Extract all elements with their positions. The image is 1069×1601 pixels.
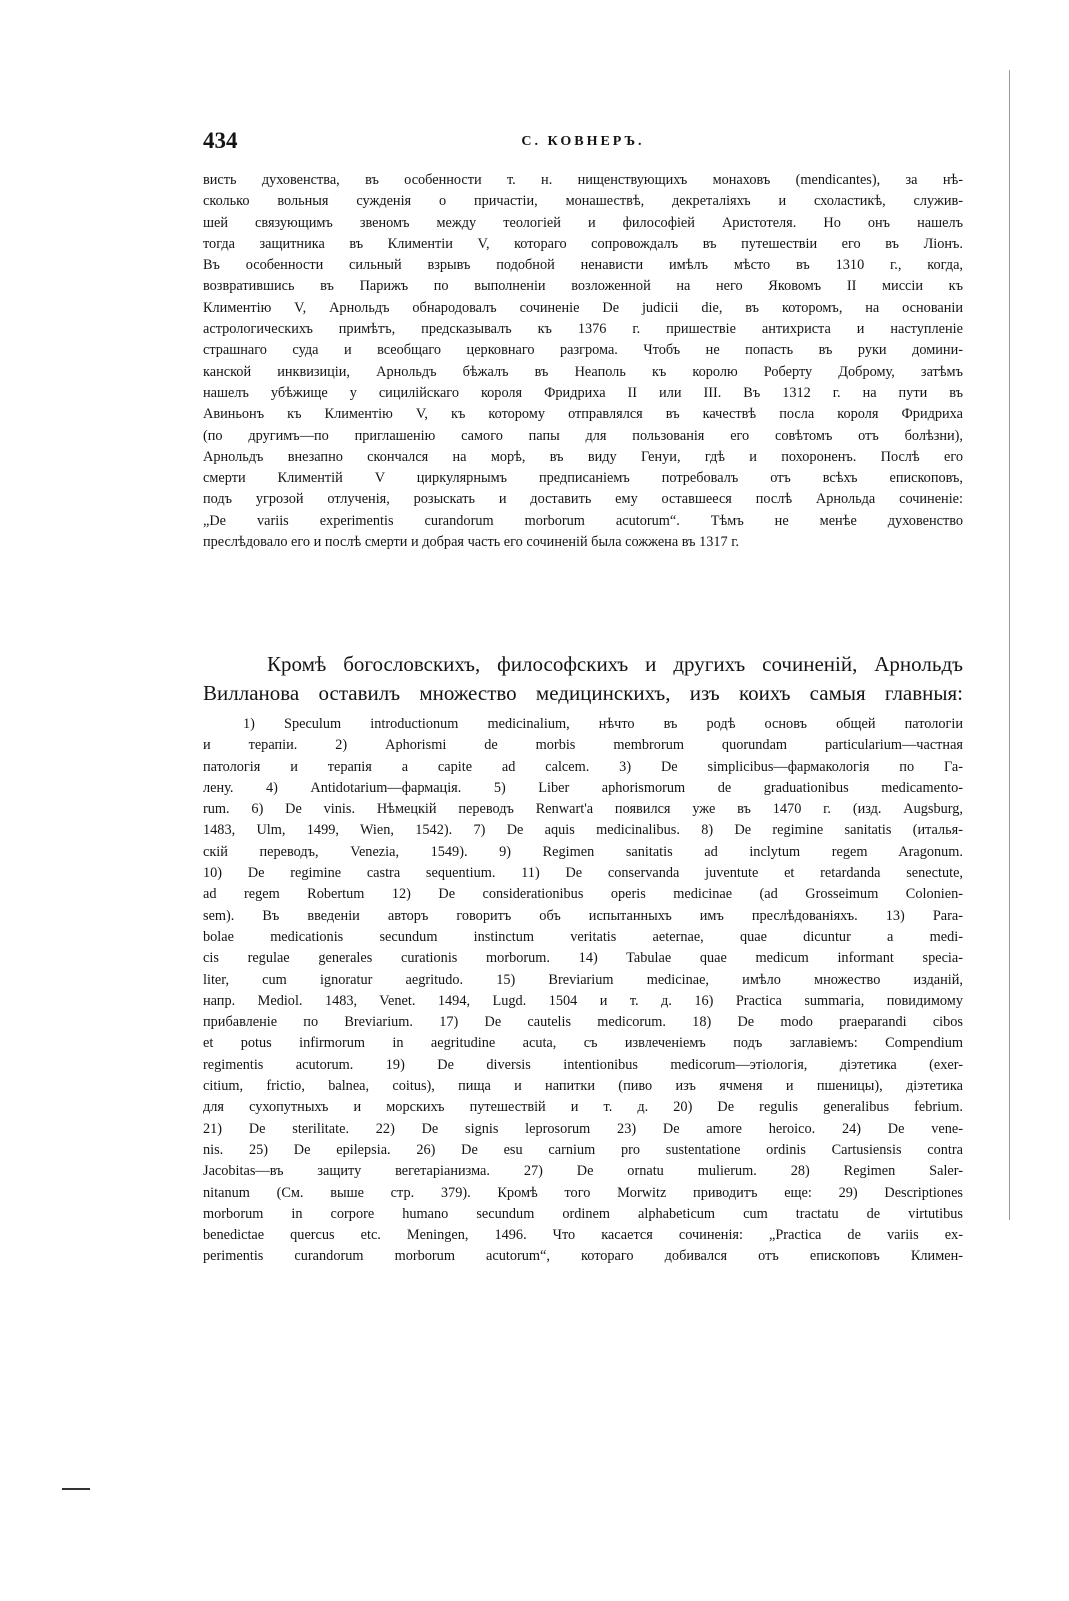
page-number: 434 (203, 128, 238, 153)
text-line: benedictae quercus etc. Meningen, 1496. Что касается сочиненія: „Practica de variis ex- (203, 1227, 963, 1244)
paragraph-continuation (203, 170, 963, 553)
text-line: для сухопутныхъ и морскихъ путешествій и т. д. 20) De regulis generalibus febrium. (203, 1099, 963, 1116)
text-line: сколько вольныя сужденія о причастіи, монашествѣ, декреталіяхъ и схоластикѣ, служив- (203, 193, 963, 210)
text-line: страшнаго суда и всеобщаго церковнаго разгрома. Чтобъ не попасть въ руки домини- (203, 342, 963, 359)
text-line: возвратившись въ Парижъ по выполненіи возложенной на него Яковомъ II миссіи къ (203, 278, 963, 295)
text-line: rum. 6) De vinis. Нѣмецкій переводъ Renwart'a появился уже въ 1470 г. (изд. Augsburg, (203, 801, 963, 818)
text-line: шей связующимъ звеномъ между теологіей и философіей Аристотеля. Но онъ нашелъ (203, 214, 963, 231)
margin-mark (62, 1488, 90, 1490)
text-line: Въ особенности сильный взрывъ подобной ненависти имѣлъ мѣсто въ 1310 г., когда, (203, 257, 963, 274)
text-line: Авиньонъ къ Климентію V, къ которому отправлялся въ качествѣ посла короля Фридриха (203, 406, 963, 423)
text-line: 1) Speculum introductionum medicinalium, нѣчто въ родѣ основъ общей патологіи (243, 716, 963, 732)
text-line: напр. Mediol. 1483, Venet. 1494, Lugd. 1504 и т. д. 16) Practica summaria, повидимому (203, 992, 963, 1009)
text-line: nitanum (См. выше стр. 379). Кромѣ того Morwitz приводитъ еще: 29) Descriptiones (203, 1184, 963, 1201)
text-line: nis. 25) De epilepsia. 26) De esu carnium pro sustentatione ordinis Cartusiensis contra (203, 1141, 963, 1158)
text-line: ad regem Robertum 12) De considerationibus operis medicinae (ad Grosseimum Colonien- (203, 886, 963, 903)
text-line: преслѣдовало его и послѣ смерти и добрая часть его сочиненій была сожжена въ 1317 г. (203, 534, 740, 551)
text-line: прибавленіе по Breviarium. 17) De cautelis medicorum. 18) De modo praeparandi cibos (203, 1014, 963, 1031)
text-line: Арнольдъ внезапно скончался на морѣ, въ виду Генуи, гдѣ и похороненъ. Послѣ его (203, 448, 963, 465)
text-line: morborum in corpore humano secundum ordinem alphabeticum cum tractatu de virtutibus (203, 1205, 963, 1222)
text-line: смерти Климентій V циркулярнымъ предписаніемъ потребовалъ отъ всѣхъ епископовъ, (203, 470, 963, 487)
text-line: bolae medicationis secundum instinctum veritatis aeternae, quae dicuntur a medi- (203, 928, 963, 945)
text-line: патологія и терапія a capite ad calcem. 3) De simplicibus—фармакологія по Га- (203, 758, 963, 775)
text-line: (по другимъ—по приглашенію самого папы для пользованія его совѣтомъ отъ болѣзни), (203, 427, 963, 444)
paragraph-intro-large (203, 650, 963, 707)
text-line: лену. 4) Antidotarium—фармація. 5) Liber aphorismorum de graduationibus medicamento- (203, 779, 963, 796)
text-line: висть духовенства, въ особенности т. н. нищенствующихъ монаховъ (mendicantes), за нѣ- (203, 172, 963, 188)
text-line: perimentis curandorum morborum acutorum“, котораго добивался отъ епископовъ Климен- (203, 1248, 963, 1265)
text-line: нашелъ убѣжище у сицилійскаго короля Фридриха II или III. Въ 1312 г. на пути въ (203, 384, 963, 401)
text-line: подъ угрозой отлученія, розыскать и доставить ему оставшееся послѣ Арнольда сочиненіе: (203, 491, 963, 508)
text-line: sem). Въ введеніи авторъ говоритъ объ испытанныхъ имъ преслѣдованіяхъ. 13) Para- (203, 907, 963, 924)
text-line: „De variis experimentis curandorum morborum acutorum“. Тѣмъ не менѣе духовенство (203, 512, 963, 529)
text-line: 21) De sterilitate. 22) De signis leprosorum 23) De amore heroico. 24) De vene- (203, 1120, 963, 1137)
works-list-paragraph (203, 714, 963, 1268)
page-edge-rule (1009, 70, 1010, 1220)
text-line: Jacobitas—въ защиту вегетаріанизма. 27) De ornatu mulierum. 28) Regimen Saler- (203, 1163, 963, 1180)
text-line: cis regulae generales curationis morborum. 14) Tabulae quae medicum informant specia- (203, 950, 963, 967)
text-line: скій переводъ, Venezia, 1549). 9) Regimen sanitatis ad inclytum regem Aragonum. (203, 843, 963, 860)
text-line: Вилланова оставилъ множество медицинскихъ, изъ коихъ самыя главныя: (203, 680, 963, 705)
text-line: et potus infirmorum in aegritudine acuta, съ извлеченіемъ подъ заглавіемъ: Compendium (203, 1035, 963, 1052)
text-line: liter, cum ignoratur aegritudo. 15) Breviarium medicinae, имѣло множество изданій, (203, 971, 963, 988)
text-line: citium, frictio, balnea, coitus), пища и напитки (пиво изъ ячменя и пшеницы), діэтетика (203, 1078, 963, 1095)
page-header (203, 128, 963, 160)
text-line: тогда защитника въ Климентіи V, котораго сопровождалъ въ путешествіи его въ Ліонъ. (203, 235, 963, 252)
text-line: и терапіи. 2) Aphorismi de morbis membrorum quorundam particularium—частная (203, 737, 963, 754)
text-line: астрологическихъ примѣтъ, предсказывалъ къ 1376 г. пришествіе антихриста и наступленіе (203, 321, 963, 338)
text-line: канской инквизиціи, Арнольдъ бѣжалъ въ Неаполь къ королю Роберту Доброму, затѣмъ (203, 363, 963, 380)
running-head: С. КОВНЕРЪ. (521, 134, 645, 149)
text-line: Кромѣ богословскихъ, философскихъ и другихъ сочиненій, Арнольдъ (267, 652, 963, 676)
text-line: 1483, Ulm, 1499, Wien, 1542). 7) De aquis medicinalibus. 8) De regimine sanitatis (италья- (203, 822, 963, 839)
text-line: Климентію V, Арнольдъ обнародовалъ сочиненіе De judicii die, въ которомъ, на основаніи (203, 299, 963, 316)
text-line: 10) De regimine castra sequentium. 11) De conservanda juventute et retardanda senectute, (203, 865, 963, 882)
text-line: regimentis acutorum. 19) De diversis intentionibus medicorum—этіологія, діэтетика (exer- (203, 1056, 963, 1073)
